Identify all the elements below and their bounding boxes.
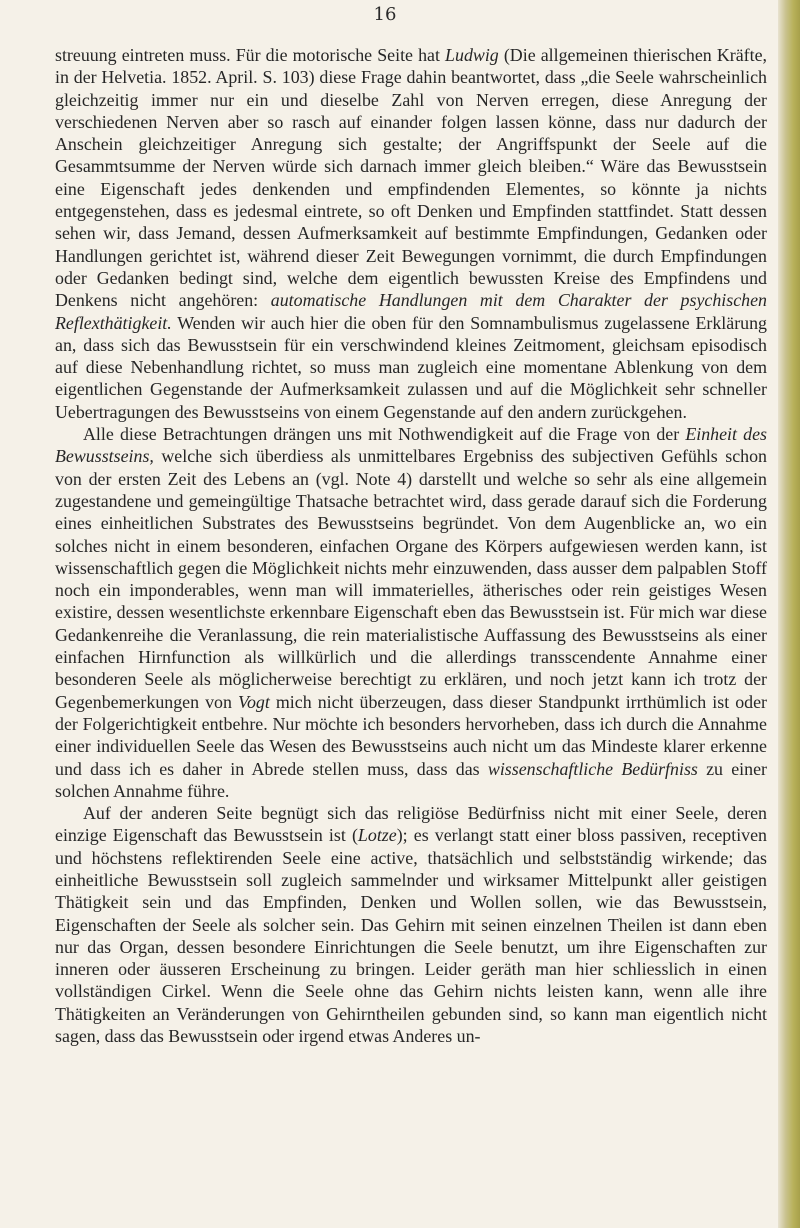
paragraph-p1 [55, 44, 767, 423]
emphasis-text: Einheit des Bewusstseins, [55, 424, 767, 467]
emphasis-text: wissenschaftliche Bedürfniss [487, 758, 698, 779]
emphasis-text: Ludwig [445, 45, 499, 65]
page-number: 16 [373, 4, 397, 25]
text-run: (Die allgemeinen thierischen Kräfte, in der Helvetia. 1852. April. S. 103) diese Frage dahin beantwortet, dass „die Seele wahrscheinlich gleichzeitig immer nur ein und dieselbe Zahl von Nerven erregen, diese Anregung der verschiedenen Nerven aber so rasch auf einander folgen lassen könne, dass nur dadurch der Anschein gleichzeitiger Anregung sich gestalte; der Angriffspunkt der Seele auf die Gesammtsumme der Nerven würde sich darnach immer gleich bleiben.“ Wäre das Bewusstsein eine Eigenschaft jedes denkenden und empfindenden Elementes, so könnte ja nichts entgegenstehen, dass es jedesmal eintrete, so oft Denken und Empfinden stattfindet. Statt dessen sehen wir, dass Jemand, dessen Aufmerksamkeit auf bestimmte Empfindungen, Gedanken oder Handlungen gerichtet ist, während dieser Zeit Bewegungen vornimmt, die durch Empfindungen oder Gedanken bedingt sind, welche dem eigentlich bewussten Kreise des Empfindens und Denkens nicht angehören: [55, 45, 767, 311]
body-text [55, 44, 767, 1047]
emphasis-text: Vogt [238, 691, 270, 712]
page-edge [778, 0, 800, 1228]
text-run: streuung eintreten muss. Für die motorische Seite hat [55, 45, 446, 65]
text-run: welche sich überdiess als unmittelbares Ergebniss des subjectiven Gefühls schon von der ersten Zeit des Lebens an (vgl. Note 4) darstellt und welche so sehr als eine allgemein zugestandene und gemeingültige Thatsache betrachtet wird, dass gerade darauf sich die Forderung eines einheitlichen Substrates des Bewusstseins begründet. Von dem Augenblicke an, wo ein solches nicht in einem besonderen, einfachen Organe des Körpers aufgewiesen werden kann, ist wissenschaftlich gegen die Möglichkeit nichts mehr einzuwenden, dass ausser dem palpablen Stoff noch ein imponderables, wenn man will immaterielles, ätherisches oder rein geistiges Wesen existire, dessen wesentlichste erkennbare Eigenschaft eben das Bewusstsein ist. Für mich war diese Gedankenreihe die Veranlassung, die rein materialistische Auffassung des Bewusstseins als einer einfachen Hirnfunction als willkürlich und die allerdings transscendente Annahme einer besonderen Seele als möglicherweise berechtigt zu erklären, und noch jetzt kann ich trotz der Gegenbemerkungen von [55, 446, 767, 712]
text-run: Auf der anderen Seite begnügt sich das religiöse Bedürfniss nicht mit einer Seele, deren einzige Eigenschaft das Bewusstsein ist ( [55, 803, 767, 846]
text-run: zu einer solchen Annahme führe. [55, 758, 767, 801]
paragraph-p2 [55, 423, 767, 802]
text-run: mich nicht überzeugen, dass dieser Standpunkt irrthümlich ist oder der Folgerichtigkeit entbehre. Nur möchte ich besonders hervorheben, dass ich durch die Annahme einer individuellen Seele das Wesen des Bewusstseins auch nicht um das Mindeste klarer erkenne und dass ich es daher in Abrede stellen muss, dass das [55, 691, 768, 779]
text-run: Wenden wir auch hier die oben für den Somnambulismus zugelassene Erklärung an, dass sich das Bewusstsein für ein verschwindend kleines Zeitmoment, gleichsam episodisch auf diese Nebenhandlung richtet, so muss man zugleich eine momentane Ablenkung von dem eigentlichen Gegenstande der Aufmerksamkeit zulassen und auf die Möglichkeit sehr schneller Uebertragungen des Bewusstseins von einem Gegenstande auf den andern zurückgehen. [55, 312, 767, 422]
emphasis-text: Lotze [357, 825, 397, 846]
text-run: ); es verlangt statt einer bloss passiven, receptiven und höchstens reflektirenden Seele eine active, thatsächlich und selbstständig wirkende; das einheitliche Bewusstsein soll zugleich sammelnder und wirksamer Mittelpunkt aller geistigen Thätigkeit sein und das Empfinden, Denken und Wollen sollen, wie das Bewusstsein, Eigenschaften der Seele als solcher sein. Das Gehirn mit seinen einzelnen Theilen ist dann eben nur das Organ, dessen besondere Einrichtungen die Seele benutzt, um ihre Eigenschaften zur inneren oder äusseren Erscheinung zu bringen. Leider geräth man hier schliesslich in einen vollständigen Cirkel. Wenn die Seele ohne das Gehirn nichts leisten kann, wenn alle ihre Thätigkeiten an Veränderungen von Gehirntheilen gebunden sind, so kann man eigentlich nicht sagen, dass das Bewusstsein oder irgend etwas Anderes un- [55, 825, 767, 1047]
paragraph-p3 [55, 802, 767, 1047]
text-run: Alle diese Betrachtungen drängen uns mit Nothwendigkeit auf die Frage von der [83, 424, 686, 445]
emphasis-text: automatische Handlungen mit dem Charakter der psychischen Reflexthätigkeit. [55, 290, 767, 333]
